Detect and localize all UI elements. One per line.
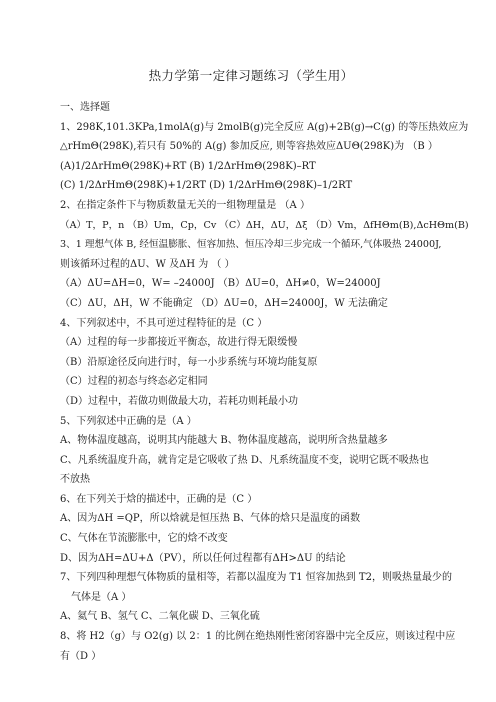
q2-options: （A）T，P，n （B）Um，Cp，Cv （C）ΔH，ΔU，Δξ （D）Vm，ΔfHΘm(B),ΔcHΘm(B) [60,219,469,231]
page-title: 热力学第一定律习题练习（学生用） [148,68,354,83]
q7-stem-line1: 7、下列四种理想气体物质的量相等，若都以温度为 T1 恒容加热到 T2，则吸热量最少的 [60,572,452,584]
q6-option-d: D、因为ΔH=ΔU+Δ（PV），所以任何过程都有ΔH>ΔU 的结论 [60,552,346,564]
q7-options: A、氦气 B、氢气 C、二氧化碳 D、三氧化硫 [60,611,260,623]
q5-stem: 5、下列叙述中正确的是（A ） [60,415,197,427]
q3-stem-line2: 则该循环过程的ΔU、W 及ΔH 为 （ ） [60,258,235,270]
q1-stem-line1: 1、298K,101.3KPa,1molA(g)与 2molB(g)完全反应 A(g)+2B(g)→C(g) 的等压热效应为 [60,121,469,133]
q5-options-ab: A、物体温度越高，说明其内能越大 B、物体温度越高，说明所含热量越多 [60,435,388,447]
q4-option-b: （B）沿原途径反向进行时，每一小步系统与环境均能复原 [60,356,318,368]
q1-options-ab: (A)1/2ΔrHmΘ(298K)+RT (B) 1/2ΔrHmΘ(298K)–RT [60,160,316,172]
q3-stem-line1: 3、1 理想气体 B, 经恒温膨胀、恒容加热、恒压冷却三步完成一个循环,气体吸热 24000J, [60,239,442,251]
q2-stem: 2、在指定条件下与物质数量无关的一组物理量是 （A ） [60,199,310,211]
q4-option-d: （D）过程中，若做功则做最大功，若耗功则耗最小功 [60,395,299,407]
q5-option-d-continued: 不放热 [60,474,90,486]
q4-stem: 4、下列叙述中，不具可逆过程特征的是（C ） [60,317,268,329]
q1-options-cd: (C) 1/2ΔrHmΘ(298K)+1/2RT (D) 1/2ΔrHmΘ(298K)–1/2RT [60,180,353,192]
q8-stem-line1: 8、将 H2（g）与 O2(g) 以 2：1 的比例在绝热刚性密闭容器中完全反应，则该过程中应 [60,631,456,643]
q1-stem-line2: △rHmΘ(298K),若只有 50%的 A(g) 参加反应, 则等容热效应ΔUΘ(298K)为 （B ） [60,141,438,153]
q8-stem-line2: 有（D ） [60,650,102,662]
section-heading: 一、选择题 [60,102,110,113]
q4-option-a: （A）过程的每一步都接近平衡态，故进行得无限缓慢 [60,337,298,349]
q3-options-cd: （C）ΔU，ΔH，W 不能确定 （D）ΔU=0，ΔH=24000J，W 无法确定 [60,297,388,309]
q6-stem: 6、在下列关于焓的描述中，正确的是（C ） [60,493,258,505]
q6-options-ab: A、因为ΔH =QP，所以焓就是恒压热 B、气体的焓只是温度的函数 [60,513,361,525]
q5-options-cd: C、凡系统温度升高，就肯定是它吸收了热 D、凡系统温度不变，说明它既不吸热也 [60,454,429,466]
q7-stem-line2: 气体是（A ） [71,591,132,603]
q3-options-ab: （A）ΔU=ΔH=0，W= –24000J （B）ΔU=0，ΔH≠0，W=24000J [60,278,381,290]
q4-option-c: （C）过程的初态与终态必定相同 [60,376,208,388]
q6-option-c: C、气体在节流膨胀中，它的焓不改变 [60,533,228,545]
